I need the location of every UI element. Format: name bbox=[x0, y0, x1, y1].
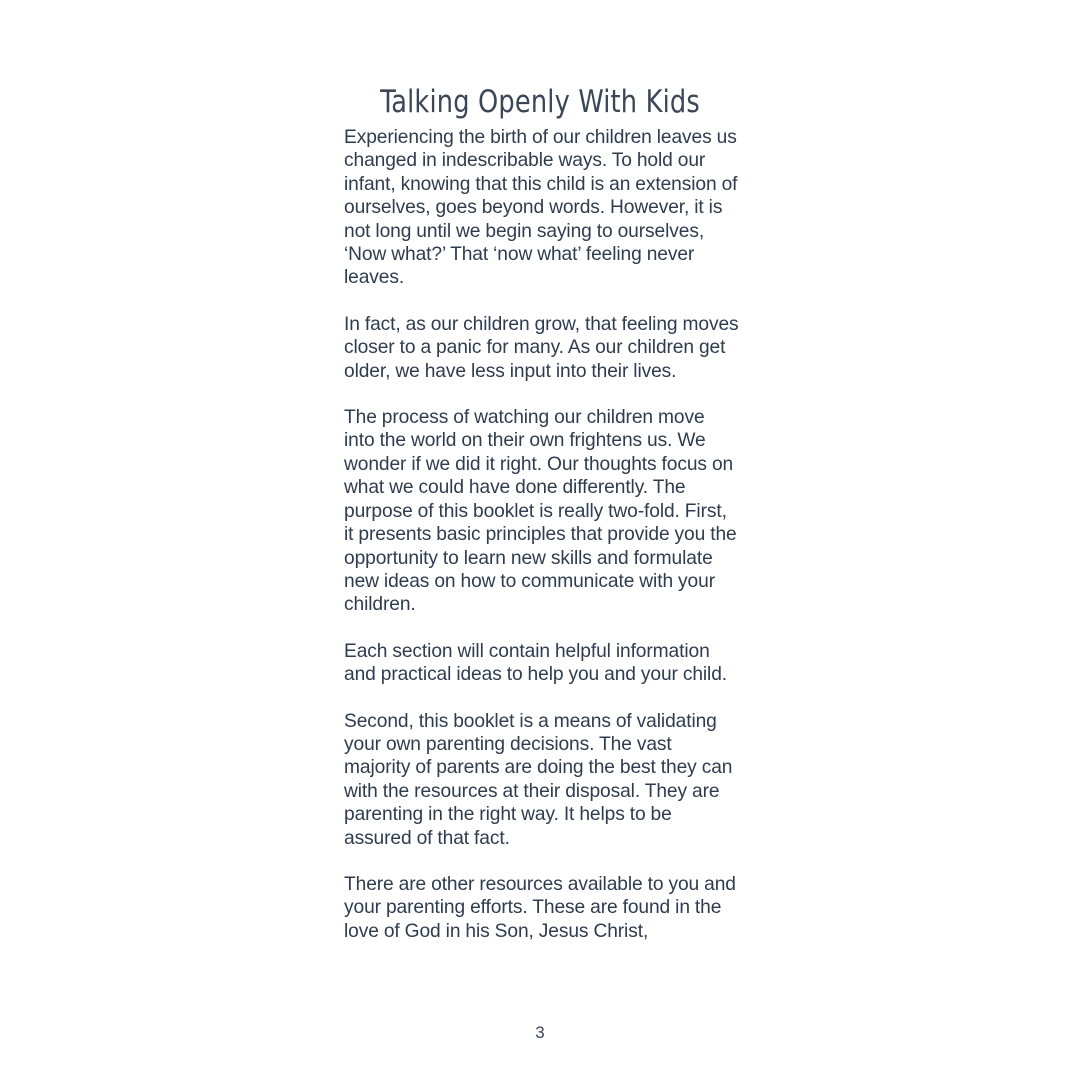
body-paragraph-6: There are other resources available to you and your parenting efforts. These are found in the love of God in his Son, Jesus Christ, bbox=[344, 873, 736, 942]
body-paragraph-2: In fact, as our children grow, that feeling moves closer to a panic for many. As our children get older, we have less input into their lives. bbox=[344, 313, 739, 382]
body-text-column bbox=[344, 126, 740, 943]
body-paragraph-1: Experiencing the birth of our children leaves us changed in indescribable ways. To hold our infant, knowing that this child is an extension of ourselves, goes beyond words. However, it is not long until we begin saying to ourselves, ‘Now what?’ That ‘now what’ feeling never leaves. bbox=[344, 127, 738, 289]
page-number: 3 bbox=[535, 1023, 545, 1042]
page-title: Talking Openly With Kids bbox=[380, 83, 700, 120]
body-paragraph-3: The process of watching our children move into the world on their own frightens us. We wonder if we did it right. Our thoughts focus on what we could have done differently. The purpose of this booklet is really two-fold. First, it presents basic principles that provide you the opportunity to learn new skills and formulate new ideas on how to communicate with your children. bbox=[344, 407, 737, 616]
body-paragraph-5: Second, this booklet is a means of validating your own parenting decisions. The vast majority of parents are doing the best they can with the resources at their disposal. They are parenting in the right way. It helps to be assured of that fact. bbox=[344, 710, 733, 849]
body-paragraph-4: Each section will contain helpful information and practical ideas to help you and your child. bbox=[344, 640, 728, 686]
